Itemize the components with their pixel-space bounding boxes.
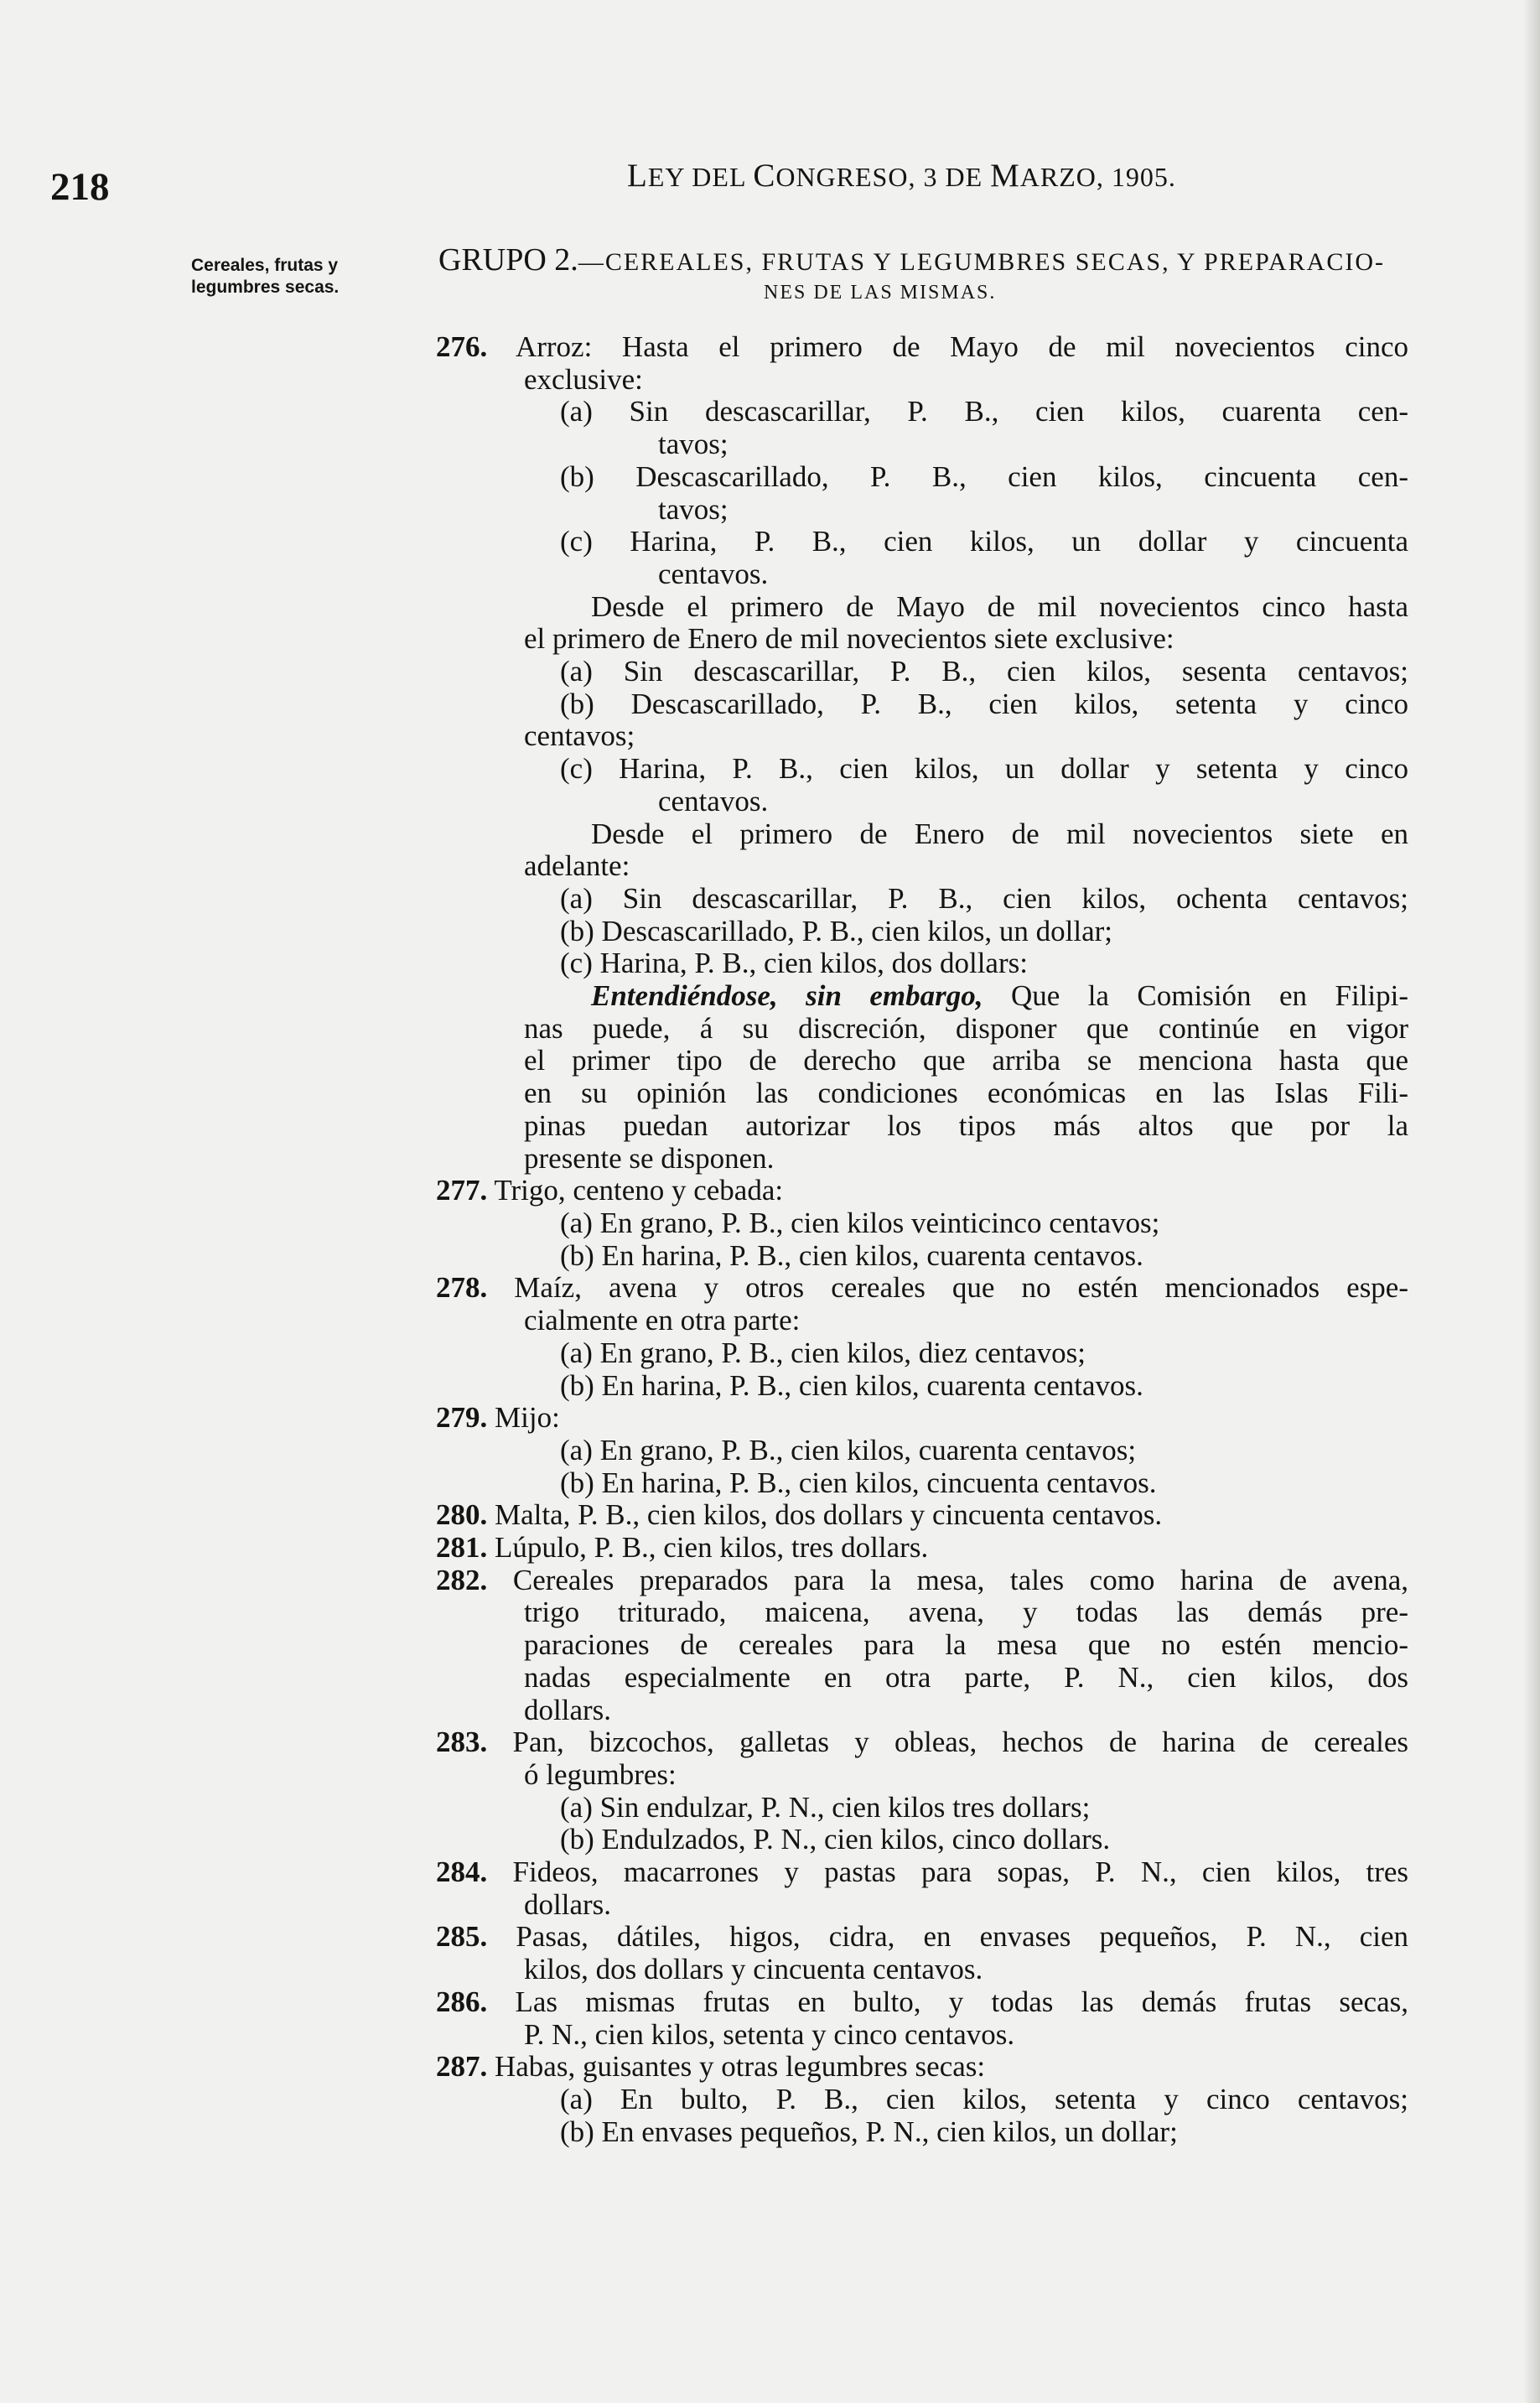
line-text: kilos, dos dollars y cincuenta centavos.: [524, 1953, 983, 1986]
line-text: Arroz: Hasta el primero de Mayo de mil novecientos cinco: [515, 330, 1409, 363]
line-text: Malta, P. B., cien kilos, dos dollars y cincuenta centavos.: [495, 1498, 1163, 1532]
text-line: [436, 2084, 1408, 2116]
text-line: [436, 786, 1408, 818]
line-text: (b) En harina, P. B., cien kilos, cuarenta centavos.: [560, 1368, 1143, 1402]
text-line: [436, 883, 1408, 916]
text-line: [436, 2116, 1408, 2149]
text-line: [436, 1565, 1408, 1597]
item-number: 276.: [436, 330, 488, 363]
text-line: [436, 1792, 1408, 1824]
text-line: [436, 1499, 1408, 1532]
line-text: Lúpulo, P. B., cien kilos, tres dollars.: [495, 1531, 929, 1565]
running-head: [627, 157, 1176, 195]
line-text: pinas puedan autorizar los tipos más altos que por la: [524, 1108, 1408, 1142]
line-text: adelante:: [524, 849, 630, 883]
line-text: el primero de Enero de mil novecientos siete exclusive:: [524, 622, 1174, 656]
group-heading: [438, 242, 1411, 308]
running-head-part: ONGRESO, 3 DE: [775, 162, 991, 192]
group-title: —CEREALES, FRUTAS Y LEGUMBRES SECAS, Y PREPARACIO-: [578, 248, 1385, 276]
text-line: [436, 980, 1408, 1013]
line-text: (b) Descascarillado, P. B., cien kilos, setenta y cinco: [560, 687, 1408, 720]
text-line: [436, 688, 1408, 721]
text-line: [436, 1207, 1408, 1240]
group-heading-line: NES DE LAS MISMAS.: [764, 282, 997, 304]
running-head-part: EY DEL: [647, 162, 754, 192]
item-number: 282.: [436, 1563, 488, 1596]
line-text: Desde el primero de Enero de mil novecientos siete en: [591, 817, 1408, 850]
text-line: [436, 526, 1408, 558]
text-line: [436, 2019, 1408, 2052]
line-text: (a) Sin descascarillar, P. B., cien kilos, cuarenta cen-: [560, 395, 1408, 428]
text-line: [436, 591, 1408, 624]
text-line: [436, 1629, 1408, 1662]
line-text: nadas especialmente en otra parte, P. N., cien kilos, dos: [524, 1660, 1408, 1694]
line-text: Pasas, dátiles, higos, cidra, en envases pequeños, P. N., cien: [516, 1920, 1408, 1954]
text-line: [436, 1726, 1408, 1759]
line-text: exclusive:: [524, 362, 643, 396]
text-line: [436, 1695, 1408, 1727]
text-line: [436, 1175, 1408, 1207]
item-number: 286.: [436, 1985, 488, 2018]
line-text: Pan, bizcochos, galletas y obleas, hechos de harina de cereales: [512, 1726, 1408, 1759]
text-line: [436, 1889, 1408, 1922]
running-head-part: C: [753, 158, 776, 194]
margin-note-line: legumbres secas.: [191, 278, 340, 297]
line-text: nas puede, á su discreción, disponer que continúe en vigor: [524, 1011, 1408, 1045]
line-text: Desde el primero de Mayo de mil novecientos cinco hasta: [591, 589, 1408, 623]
line-text: tavos;: [658, 428, 729, 461]
line-text: cialmente en otra parte:: [524, 1304, 801, 1337]
line-text: centavos;: [524, 719, 635, 753]
running-head-part: ARZO, 1905.: [1019, 162, 1176, 192]
text-line: [436, 656, 1408, 688]
item-number: 281.: [436, 1531, 488, 1565]
page-edge: [1523, 0, 1540, 2403]
margin-note-line: Cereales, frutas y: [191, 256, 339, 275]
item-number: 279.: [436, 1401, 488, 1435]
text-line: [436, 947, 1408, 980]
line-text: (a) Sin descascarillar, P. B., cien kilos, sesenta centavos;: [560, 655, 1408, 688]
italic-proviso: Entendiéndose, sin embargo,: [591, 979, 983, 1013]
text-line: [436, 1759, 1408, 1792]
line-text: (a) En grano, P. B., cien kilos, cuarenta centavos;: [560, 1433, 1137, 1466]
text-line: [436, 1435, 1408, 1467]
line-text: (c) Harina, P. B., cien kilos, dos dollars:: [560, 947, 1028, 980]
line-text: Mijo:: [495, 1401, 560, 1435]
item-number: 284.: [436, 1855, 488, 1889]
text-line: [436, 364, 1408, 397]
line-text: paraciones de cereales para la mesa que no estén mencio-: [524, 1628, 1408, 1662]
tariff-text: [436, 331, 1408, 2148]
text-line: [436, 2051, 1408, 2084]
line-text: P. N., cien kilos, setenta y cinco centavos.: [524, 2017, 1015, 2051]
text-line: [436, 1662, 1408, 1695]
line-text: (b) Descascarillado, P. B., cien kilos, un dollar;: [560, 914, 1113, 947]
running-head-part: L: [627, 158, 648, 194]
line-text: (b) En envases pequeños, P. N., cien kilos, un dollar;: [560, 2115, 1178, 2148]
line-text: (b) En harina, P. B., cien kilos, cincuenta centavos.: [560, 1466, 1157, 1499]
text-line: [436, 1824, 1408, 1856]
item-number: 280.: [436, 1498, 488, 1532]
line-text: dollars.: [524, 1693, 612, 1726]
text-line: [436, 494, 1408, 527]
text-line: [436, 1045, 1408, 1077]
text-line: [436, 428, 1408, 461]
line-text: (a) Sin endulzar, P. N., cien kilos tres dollars;: [560, 1790, 1091, 1824]
text-line: [436, 1240, 1408, 1273]
item-number: 287.: [436, 2050, 488, 2084]
line-text: Trigo, centeno y cebada:: [494, 1174, 784, 1207]
line-text: Cereales preparados para la mesa, tales como harina de avena,: [512, 1563, 1409, 1596]
page-number: 218: [50, 165, 110, 209]
line-text: (a) En grano, P. B., cien kilos veinticinco centavos;: [560, 1206, 1160, 1239]
text-line: [436, 1532, 1408, 1565]
text-line: [436, 1921, 1408, 1954]
text-line: [436, 396, 1408, 428]
line-text: (a) En grano, P. B., cien kilos, diez centavos;: [560, 1336, 1086, 1369]
running-head-part: M: [990, 158, 1020, 194]
margin-note: [191, 255, 430, 298]
line-text: Las mismas frutas en bulto, y todas las demás frutas secas,: [515, 1985, 1408, 2018]
text-line: [436, 623, 1408, 656]
text-line: [436, 1986, 1408, 2019]
line-text: centavos.: [658, 784, 769, 817]
text-line: [436, 916, 1408, 948]
line-text: centavos.: [658, 557, 769, 590]
line-text: presente se disponen.: [524, 1141, 775, 1175]
line-text: en su opinión las condiciones económicas en las Islas Fili-: [524, 1077, 1408, 1110]
text-line: [436, 1954, 1408, 1986]
line-text: el primer tipo de derecho que arriba se menciona hasta que: [524, 1044, 1408, 1077]
text-line: [436, 1337, 1408, 1370]
text-line: [436, 1596, 1408, 1629]
text-line: [436, 850, 1408, 883]
line-text: (c) Harina, P. B., cien kilos, un dollar y cincuenta: [560, 525, 1408, 558]
text-line: [436, 1856, 1408, 1889]
line-text: Fideos, macarrones y pastas para sopas, P. N., cien kilos, tres: [512, 1855, 1409, 1889]
line-text: dollars.: [524, 1887, 612, 1921]
text-line: [436, 1110, 1408, 1143]
line-text: (a) En bulto, P. B., cien kilos, setenta y cinco centavos;: [560, 2082, 1408, 2115]
line-text: (a) Sin descascarillar, P. B., cien kilos, ochenta centavos;: [560, 881, 1408, 915]
text-line: [436, 1272, 1408, 1305]
line-text: (b) En harina, P. B., cien kilos, cuarenta centavos.: [560, 1238, 1143, 1272]
text-line: [436, 1013, 1408, 1046]
text-line: [436, 1370, 1408, 1403]
text-line: [436, 1467, 1408, 1500]
group-heading-line: [438, 242, 1411, 278]
line-text: trigo triturado, maicena, avena, y todas las demás pre-: [524, 1596, 1408, 1629]
line-text: (b) Endulzados, P. N., cien kilos, cinco dollars.: [560, 1823, 1111, 1856]
line-text: tavos;: [658, 492, 729, 526]
text-line: [436, 331, 1408, 364]
text-line: [436, 558, 1408, 591]
line-text: Que la Comisión en Filipi-: [983, 979, 1408, 1013]
item-number: 283.: [436, 1726, 488, 1759]
item-number: 277.: [436, 1174, 488, 1207]
item-number: 278.: [436, 1271, 488, 1305]
line-text: (c) Harina, P. B., cien kilos, un dollar y setenta y cinco: [560, 752, 1408, 786]
item-number: 285.: [436, 1920, 488, 1954]
text-line: [436, 818, 1408, 851]
text-line: [436, 461, 1408, 494]
line-text: (b) Descascarillado, P. B., cien kilos, cincuenta cen-: [560, 459, 1408, 493]
line-text: ó legumbres:: [524, 1757, 677, 1791]
text-line: [436, 1143, 1408, 1176]
line-text: Habas, guisantes y otras legumbres secas:: [495, 2050, 986, 2084]
group-label: GRUPO 2.: [438, 242, 578, 278]
text-line: [436, 1305, 1408, 1337]
text-line: [436, 753, 1408, 786]
line-text: Maíz, avena y otros cereales que no estén mencionados espe-: [514, 1271, 1409, 1305]
text-line: [436, 1077, 1408, 1110]
text-line: [436, 720, 1408, 753]
text-line: [436, 1402, 1408, 1435]
